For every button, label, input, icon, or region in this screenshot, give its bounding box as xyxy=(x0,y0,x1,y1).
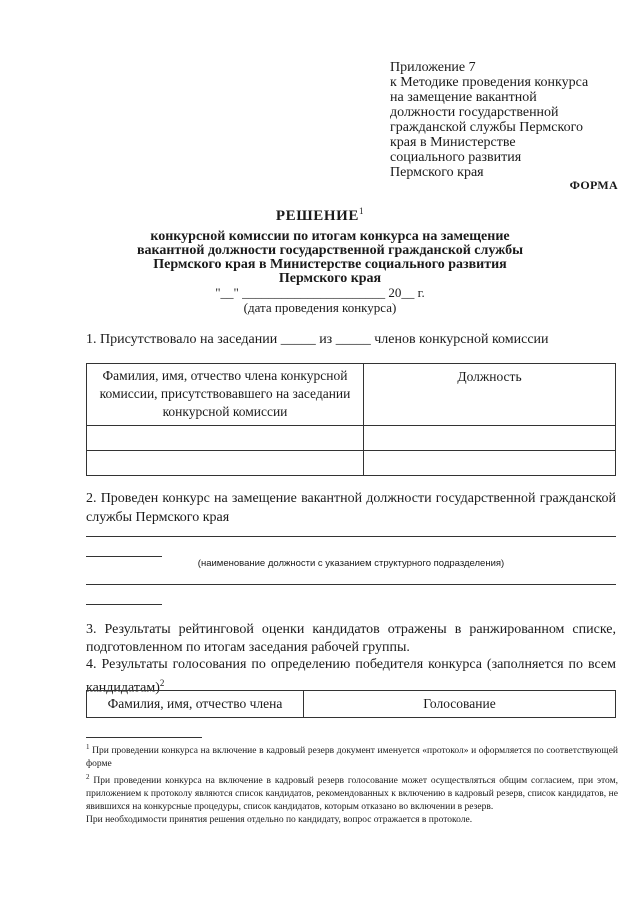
footnote-2-text: При проведении конкурса на включение в кадровый резерв голосование может осуществляться общим согласием, при этом, приложением к протоколу являются список кандидатов, рекомендованных к включению в кадровый резерв, список кандидатов, не явившихся на конкурсные процедуры, список кандидатов, которым отказано во включении в резерв. xyxy=(86,776,618,813)
section1-text: 1. Присутствовало на заседании _____ из _____ членов конкурсной комиссии xyxy=(86,332,549,347)
appendix-line: должности государственной xyxy=(390,105,559,120)
footnote-separator xyxy=(86,737,202,738)
footnote-2 xyxy=(86,771,618,814)
table-row xyxy=(87,451,616,476)
attendees-table xyxy=(86,363,616,476)
section3-text: 3. Результаты рейтинговой оценки кандидатов отражены в ранжированном списке, подготовленном по итогам заседания рабочей группы. xyxy=(86,622,616,655)
table-cell xyxy=(87,426,364,451)
footnote-1-mark: 1 xyxy=(86,743,90,751)
footnote-1 xyxy=(86,741,618,771)
blank-line xyxy=(86,604,162,605)
appendix-line: гражданской службы Пермского xyxy=(390,120,583,135)
appendix-line: Пермского края xyxy=(390,165,484,180)
section4-footnote-mark: 2 xyxy=(159,678,165,688)
attendees-col1-header: Фамилия, имя, отчество члена конкурсной комиссии, присутствовавшего на заседании конкурсной комиссии xyxy=(87,364,364,426)
footnote-2-mark: 2 xyxy=(86,773,90,782)
title-text: РЕШЕНИЕ xyxy=(275,208,360,224)
table-cell xyxy=(364,426,616,451)
appendix-line: края в Министерстве xyxy=(390,135,516,150)
voting-col1-header: Фамилия, имя, отчество члена xyxy=(87,691,304,718)
date-line: "__" ______________________ 20__ г. xyxy=(215,285,425,300)
blank-line xyxy=(86,536,616,537)
date-caption: (дата проведения конкурса) xyxy=(243,300,397,315)
voting-col2-header: Голосование xyxy=(304,691,616,718)
subtitle-line: Пермского края xyxy=(278,271,382,286)
appendix-line: социального развития xyxy=(390,150,522,165)
appendix-line: Приложение 7 xyxy=(390,60,476,75)
title-footnote-mark: 1 xyxy=(359,206,365,216)
form-label: ФОРМА xyxy=(569,178,618,192)
attendees-col2-header: Должность xyxy=(364,364,616,426)
blank-line xyxy=(86,556,162,557)
subtitle-line: вакантной должности государственной гражданской службы xyxy=(136,243,524,258)
table-cell xyxy=(364,451,616,476)
footnotes xyxy=(86,741,618,827)
table-cell xyxy=(87,451,364,476)
appendix-line: к Методике проведения конкурса xyxy=(390,75,589,90)
footnote-3: При необходимости принятия решения отдельно по кандидату, вопрос отражается в протоколе. xyxy=(86,815,473,826)
position-hint: (наименование должности с указанием структурного подразделения) xyxy=(197,558,505,569)
blank-line xyxy=(86,584,616,585)
subtitle-line: конкурсной комиссии по итогам конкурса на замещение xyxy=(150,229,510,244)
document-title xyxy=(0,206,640,225)
appendix-header xyxy=(390,60,630,180)
appendix-line: на замещение вакантной xyxy=(390,90,537,105)
subtitle-line: Пермского края в Министерстве социального развития xyxy=(153,257,507,272)
section2-text: 2. Проведен конкурс на замещение вакантной должности государственной гражданской службы Пермского края xyxy=(86,491,616,525)
voting-table xyxy=(86,690,616,718)
document-subtitle xyxy=(100,230,560,286)
footnote-1-text: При проведении конкурса на включение в кадровый резерв документ именуется «протокол» и оформляется по соответствующей форме xyxy=(86,746,618,770)
table-row xyxy=(87,426,616,451)
section4-body: 4. Результаты голосования по определению победителя конкурса (заполняется по всем кандидатам) xyxy=(86,657,616,696)
